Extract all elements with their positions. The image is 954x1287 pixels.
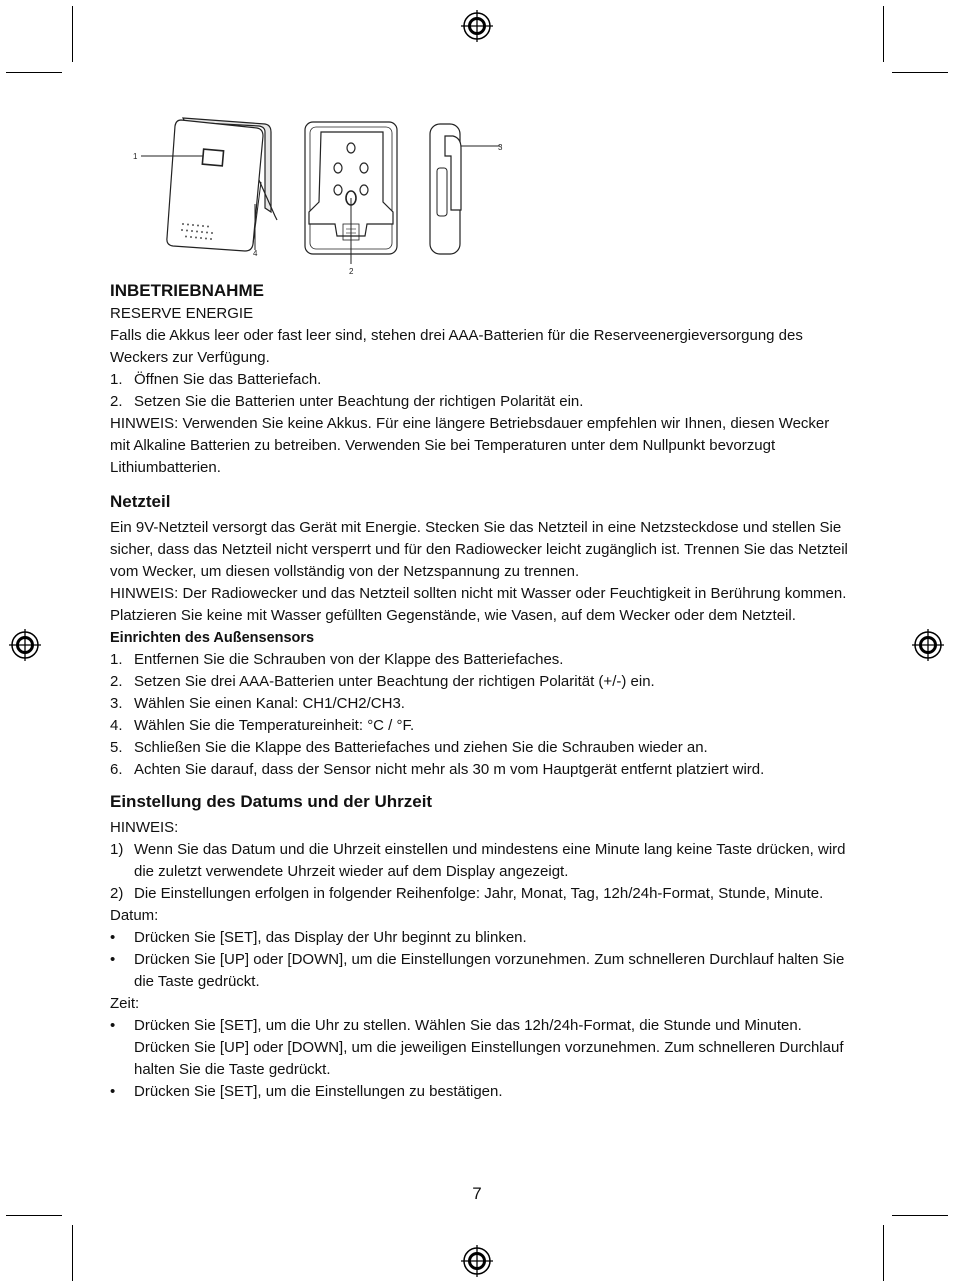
list-marker: 3. — [110, 695, 123, 712]
crop-mark-bottom-left-v — [72, 1225, 73, 1281]
page-number: 7 — [472, 1184, 482, 1203]
list-marker: 1. — [110, 651, 123, 668]
crop-mark-bottom-right-h — [892, 1215, 948, 1216]
list-item — [110, 649, 850, 671]
list-item-text: Drücken Sie [SET], um die Einstellungen zu bestätigen. — [134, 1083, 503, 1100]
list-item — [110, 369, 850, 391]
paragraph-power: Ein 9V-Netzteil versorgt das Gerät mit Energie. Stecken Sie das Netzteil in eine Netzsteckdose und stellen Sie sicher, dass das Netzteil nicht versperrt und für den Radiowecker leicht zugänglich ist. Trennen Sie das Netzteil vom Wecker, um diesen vollständig von der Netzspannung zu trennen. — [110, 519, 848, 580]
callout-1: 1 — [133, 152, 138, 161]
crop-mark-top-right-h — [892, 72, 948, 73]
list-item — [110, 949, 850, 993]
list-item-text: Die Einstellungen erfolgen in folgender Reihenfolge: Jahr, Monat, Tag, 12h/24h-Format, Stunde, Minute. — [134, 885, 824, 902]
note-label: HINWEIS: — [110, 819, 179, 836]
sensor-side-view — [430, 124, 500, 254]
device-illustration — [125, 112, 515, 280]
list-item-text: Wählen Sie die Temperatureinheit: °C / °F. — [134, 717, 415, 734]
section-title-power: Netzteil — [110, 492, 171, 511]
list-marker: 2. — [110, 673, 123, 690]
time-steps — [110, 1015, 850, 1103]
list-item-text: Schließen Sie die Klappe des Batteriefaches und ziehen Sie die Schrauben wieder an. — [134, 739, 708, 756]
list-marker: 1) — [110, 841, 124, 858]
list-item-text: Drücken Sie [UP] oder [DOWN], um die Einstellungen vorzunehmen. Zum schnelleren Durchlauf halten Sie die Taste gedrückt. — [134, 951, 845, 990]
list-item — [110, 715, 850, 737]
list-marker: 2) — [110, 885, 124, 902]
setup-steps — [110, 369, 850, 413]
list-item-text: Setzen Sie die Batterien unter Beachtung der richtigen Polarität ein. — [134, 393, 584, 410]
list-marker: 6. — [110, 761, 123, 778]
list-marker: 1. — [110, 371, 123, 388]
list-marker: 2. — [110, 393, 123, 410]
crop-mark-bottom-right-v — [883, 1225, 884, 1281]
section-title-datetime: Einstellung des Datums und der Uhrzeit — [110, 792, 433, 811]
callout-4: 4 — [253, 249, 258, 258]
list-item-text: Wählen Sie einen Kanal: CH1/CH2/CH3. — [134, 695, 405, 712]
date-steps — [110, 927, 850, 993]
list-item — [110, 1081, 850, 1103]
callout-3: 3 — [498, 143, 503, 152]
crop-mark-top-left-v — [72, 6, 73, 62]
list-item — [110, 391, 850, 413]
crop-mark-bottom-left-h — [6, 1215, 62, 1216]
registration-mark-bottom-icon — [461, 1245, 493, 1277]
registration-mark-top-icon — [461, 10, 493, 42]
datetime-notes — [110, 839, 850, 905]
sensor-back-view — [305, 122, 397, 264]
list-item — [110, 671, 850, 693]
list-item-text: Drücken Sie [SET], um die Uhr zu stellen. Wählen Sie das 12h/24h-Format, die Stunde und Minuten. Drücken Sie [UP] oder [DOWN], um die jeweiligen Einstellungen vorzunehmen. Zum schnelleren Durchlauf halten Sie die Taste gedrückt. — [134, 1017, 844, 1078]
crop-mark-top-right-v — [883, 6, 884, 62]
callout-2: 2 — [349, 267, 354, 276]
list-item — [110, 927, 850, 949]
list-item — [110, 759, 850, 781]
crop-mark-top-left-h — [6, 72, 62, 73]
section-title-setup: INBETRIEBNAHME — [110, 281, 264, 300]
sensor-steps — [110, 649, 850, 781]
list-item-text: Wenn Sie das Datum und die Uhrzeit einstellen und mindestens eine Minute lang keine Taste drücken, wird die zuletzt verwendete Uhrzeit wieder auf dem Display angezeigt. — [134, 841, 846, 880]
list-item — [110, 693, 850, 715]
list-item-text: Drücken Sie [SET], das Display der Uhr beginnt zu blinken. — [134, 929, 527, 946]
registration-mark-left-icon — [9, 629, 41, 661]
list-item-text: Setzen Sie drei AAA-Batterien unter Beachtung der richtigen Polarität (+/-) ein. — [134, 673, 655, 690]
manual-content — [110, 279, 850, 1103]
bullet: • — [110, 929, 116, 946]
clock-front-view — [141, 118, 277, 251]
subtitle-reserve-energy: RESERVE ENERGIE — [110, 305, 254, 322]
date-label: Datum: — [110, 907, 159, 924]
list-marker: 5. — [110, 739, 123, 756]
list-item — [110, 1015, 850, 1081]
list-item — [110, 883, 850, 905]
list-marker: 4. — [110, 717, 123, 734]
list-item — [110, 737, 850, 759]
time-label: Zeit: — [110, 995, 140, 1012]
bullet: • — [110, 1017, 116, 1034]
registration-mark-right-icon — [912, 629, 944, 661]
list-item-text: Achten Sie darauf, dass der Sensor nicht mehr als 30 m vom Hauptgerät entfernt platziert wird. — [134, 761, 765, 778]
note-batteries: HINWEIS: Verwenden Sie keine Akkus. Für eine längere Betriebsdauer empfehlen wir Ihnen, diesen Wecker mit Alkaline Batterien zu betreiben. Verwenden Sie bei Temperaturen unter dem Nullpunkt bevorzugt Lithiumbatterien. — [110, 415, 830, 476]
paragraph-reserve-intro: Falls die Akkus leer oder fast leer sind, stehen drei AAA-Batterien für die Reserveenergieversorgung des Weckers zur Verfügung. — [110, 327, 803, 366]
note-power: HINWEIS: Der Radiowecker und das Netzteil sollten nicht mit Wasser oder Feuchtigkeit in Berührung kommen. Platzieren Sie keine mit Wasser gefüllten Gegenstände, wie Vasen, auf dem Wecker oder dem Netzteil. — [110, 585, 847, 624]
list-item — [110, 839, 850, 883]
bullet: • — [110, 951, 116, 968]
section-title-sensor: Einrichten des Außensensors — [110, 630, 315, 646]
bullet: • — [110, 1083, 116, 1100]
list-item-text: Öffnen Sie das Batteriefach. — [134, 371, 322, 388]
list-item-text: Entfernen Sie die Schrauben von der Klappe des Batteriefaches. — [134, 651, 564, 668]
